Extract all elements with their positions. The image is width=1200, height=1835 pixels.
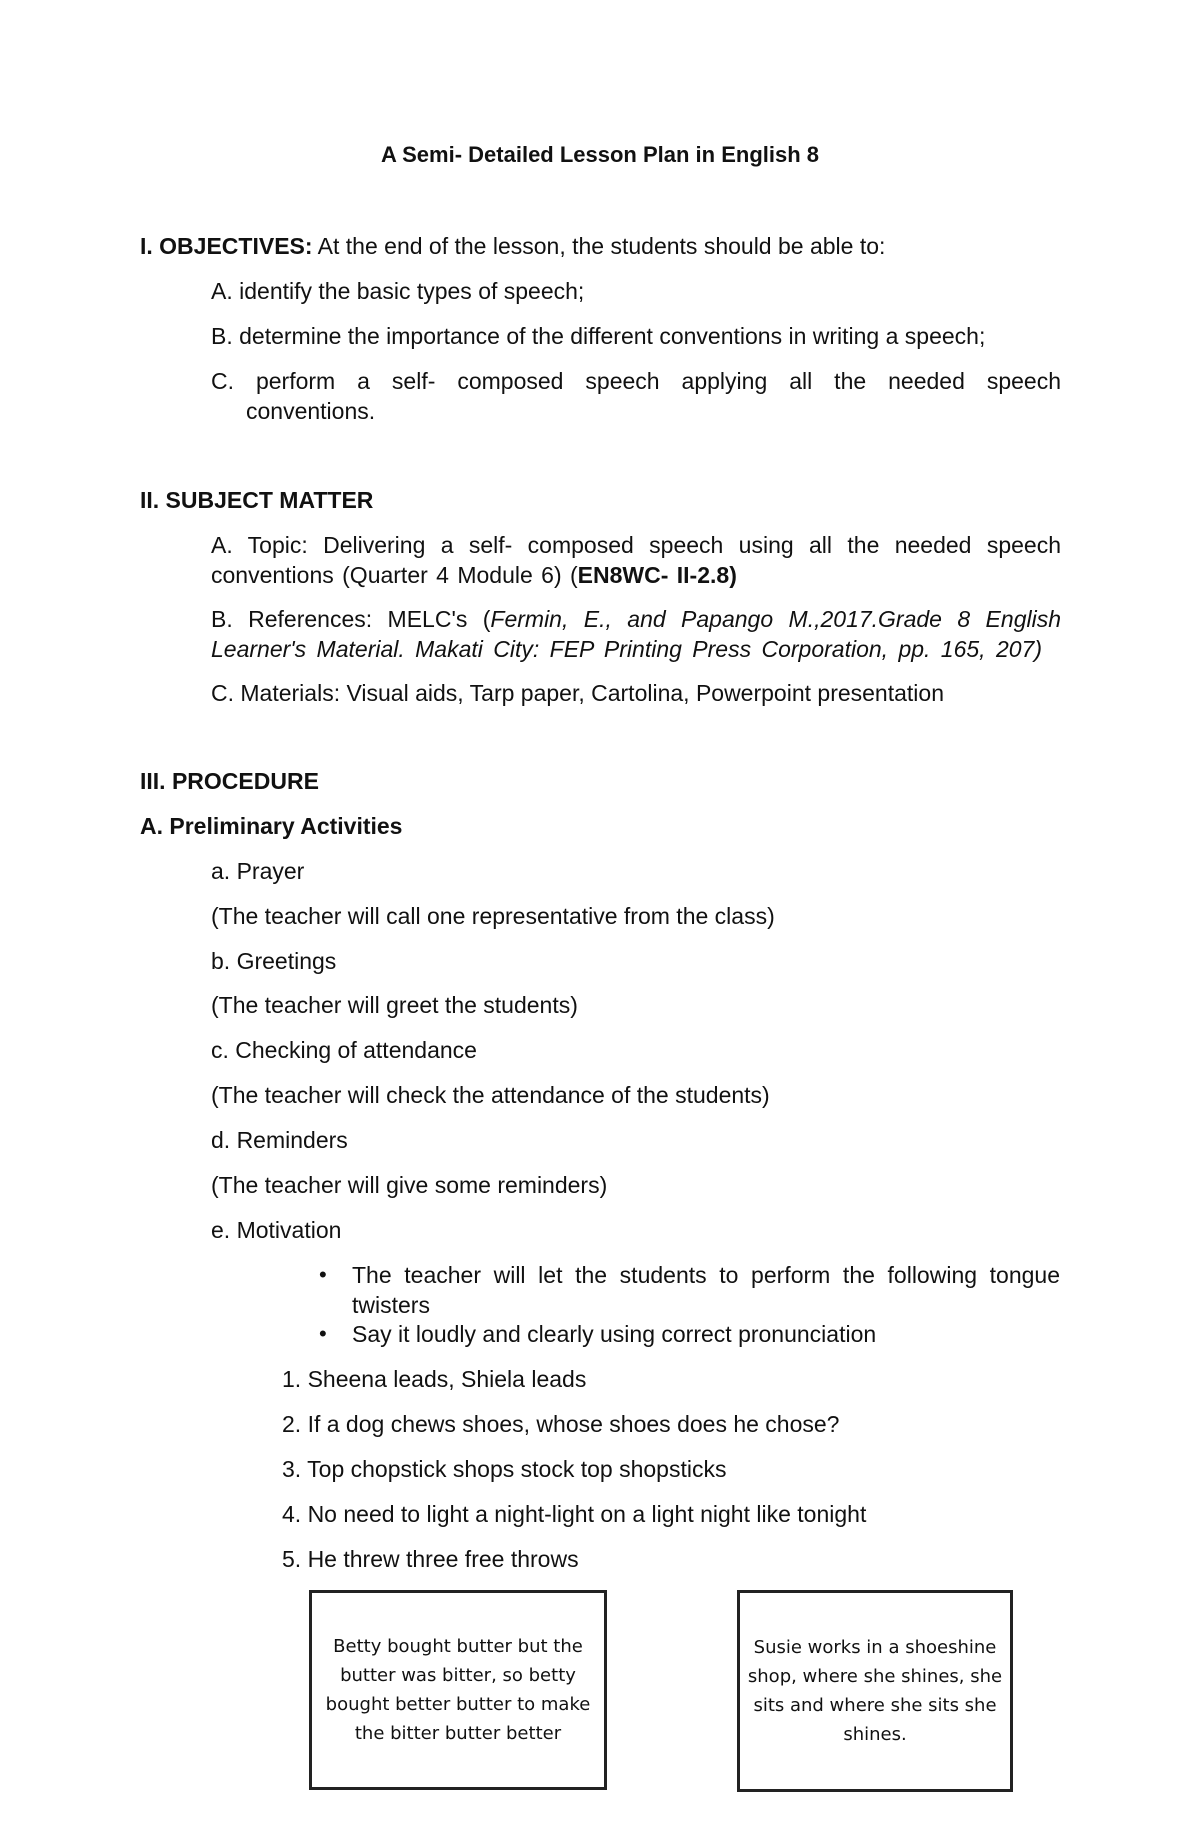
box-line: sits and where she sits she xyxy=(753,1695,997,1716)
topic-code: EN8WC- II-2.8) xyxy=(577,562,737,588)
activity-label: a. Prayer xyxy=(211,858,305,884)
objective-item: C. perform a self- composed speech applying all the needed speech conventions. xyxy=(211,368,1061,424)
tongue-twister-box xyxy=(309,1590,607,1790)
objective-item: A. identify the basic types of speech; xyxy=(211,278,585,304)
references-paragraph xyxy=(211,604,1061,664)
box-line: shines. xyxy=(843,1724,907,1745)
preliminary-activities-heading: A. Preliminary Activities xyxy=(140,813,403,839)
references-label: B. References: MELC's ( xyxy=(211,606,491,632)
activity-label: c. Checking of attendance xyxy=(211,1037,477,1063)
tongue-twister-item: 3. Top chopstick shops stock top shopsticks xyxy=(282,1456,727,1482)
procedure-heading: III. PROCEDURE xyxy=(140,768,319,794)
tongue-twister-item: 1. Sheena leads, Shiela leads xyxy=(282,1366,587,1392)
tongue-twister-box xyxy=(737,1590,1013,1792)
topic-text: A. Topic: Delivering a self- composed speech using all the needed speech conventions (Quarter 4 Module 6) ( xyxy=(211,532,1061,588)
references-citation: Fermin, E., and Papango M.,2017.Grade 8 English Learner's Material. Makati City: FEP Printing Press Corporation, pp. 165, 207) xyxy=(211,606,1061,662)
box-line: butter was bitter, so betty xyxy=(340,1665,576,1686)
activity-label: d. Reminders xyxy=(211,1127,348,1153)
box-line: Susie works in a shoeshine xyxy=(753,1637,997,1658)
motivation-label: e. Motivation xyxy=(211,1217,342,1243)
box-line: shop, where she shines, she xyxy=(747,1666,1003,1687)
activity-label: b. Greetings xyxy=(211,948,337,974)
activity-note: (The teacher will check the attendance of the students) xyxy=(211,1082,770,1108)
tongue-twister-item: 5. He threw three free throws xyxy=(282,1546,579,1572)
bullet-item: • Say it loudly and clearly using correct pronunciation xyxy=(352,1319,876,1349)
objectives-intro: At the end of the lesson, the students should be able to: xyxy=(317,233,886,259)
bullet-item: • The teacher will let the students to perform the following tongue twisters xyxy=(352,1260,1060,1320)
subject-matter-heading: II. SUBJECT MATTER xyxy=(140,487,374,513)
box-text xyxy=(748,1633,1002,1749)
tongue-twister-item: 2. If a dog chews shoes, whose shoes does he chose? xyxy=(282,1411,840,1437)
box-line: the bitter butter better xyxy=(354,1723,562,1744)
activity-note: (The teacher will greet the students) xyxy=(211,992,578,1018)
box-line: bought better butter to make xyxy=(325,1694,591,1715)
tongue-twister-item: 4. No need to light a night-light on a light night like tonight xyxy=(282,1501,867,1527)
objective-item: B. determine the importance of the different conventions in writing a speech; xyxy=(211,323,986,349)
activity-note: (The teacher will give some reminders) xyxy=(211,1172,608,1198)
box-line: Betty bought butter but the xyxy=(333,1636,583,1657)
materials-line: C. Materials: Visual aids, Tarp paper, Cartolina, Powerpoint presentation xyxy=(211,680,944,706)
box-text xyxy=(326,1632,591,1748)
document-title: A Semi- Detailed Lesson Plan in English 8 xyxy=(380,142,820,167)
objectives-line xyxy=(140,231,885,261)
activity-note: (The teacher will call one representative from the class) xyxy=(211,903,775,929)
topic-paragraph xyxy=(211,530,1061,590)
objectives-heading: I. OBJECTIVES: xyxy=(140,233,313,259)
